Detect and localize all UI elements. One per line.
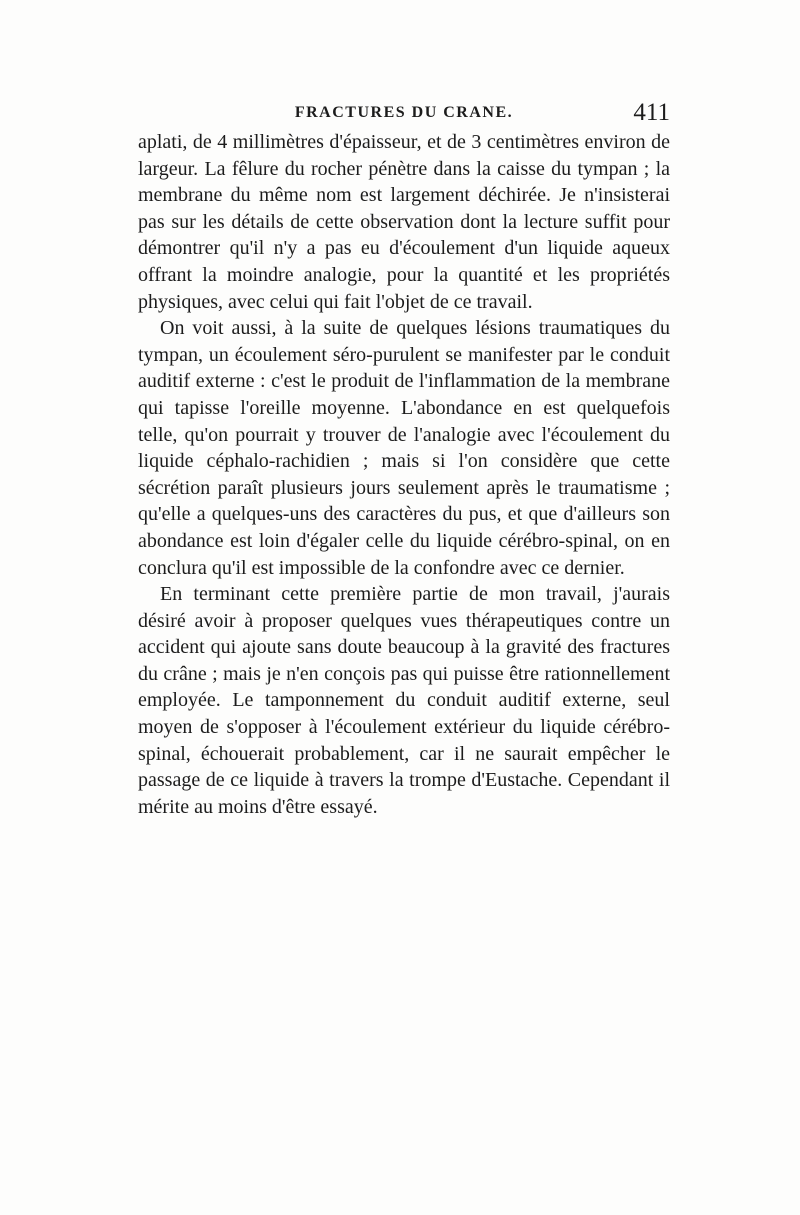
body-text <box>138 129 670 820</box>
running-title: FRACTURES DU CRANE. <box>294 104 514 121</box>
paragraph-serous-discharge: On voit aussi, à la suite de quelques lésions traumatiques du tympan, un écoulement séro-purulent se manifester par le conduit auditif externe : c'est le produit de l'inflammation de la membrane qui tapisse l'oreille moyenne. L'abondance en est quelquefois telle, qu'on pourrait y trouver de l'analogie avec l'écoulement du liquide céphalo-rachidien ; mais si l'on considère que cette sécrétion paraît plusieurs jours seulement après le traumatisme ; qu'elle a quelques-uns des caractères du pus, et que d'ailleurs son abondance est loin d'égaler celle du liquide cérébro-spinal, on en conclura qu'il est impossible de la confondre avec ce dernier. <box>138 317 670 579</box>
paragraph-therapeutics: En terminant cette première partie de mon travail, j'aurais désiré avoir à proposer quelques vues thérapeutiques contre un accident qui ajoute sans doute beaucoup à la gravité des fractures du crâne ; mais je n'en conçois pas qui puisse être rationnellement employée. Le tamponnement du conduit auditif externe, seul moyen de s'opposer à l'écoulement extérieur du liquide cérébro-spinal, échouerait probablement, car il ne saurait empêcher le passage de ce liquide à travers la trompe d'Eustache. Cependant il mérite au moins d'être essayé. <box>138 583 670 818</box>
running-head <box>138 98 670 128</box>
paragraph-continuation: aplati, de 4 millimètres d'épaisseur, et de 3 centimètres environ de largeur. La fêlure du rocher pénètre dans la caisse du tympan ; la membrane du même nom est largement déchirée. Je n'insisterai pas sur les détails de cette observation dont la lecture suffit pour démontrer qu'il n'y a pas eu d'écoulement d'un liquide aqueux offrant la moindre analogie, pour la quantité et les propriétés physiques, avec celui qui fait l'objet de ce travail. <box>138 131 670 313</box>
page-number: 411 <box>633 99 670 126</box>
